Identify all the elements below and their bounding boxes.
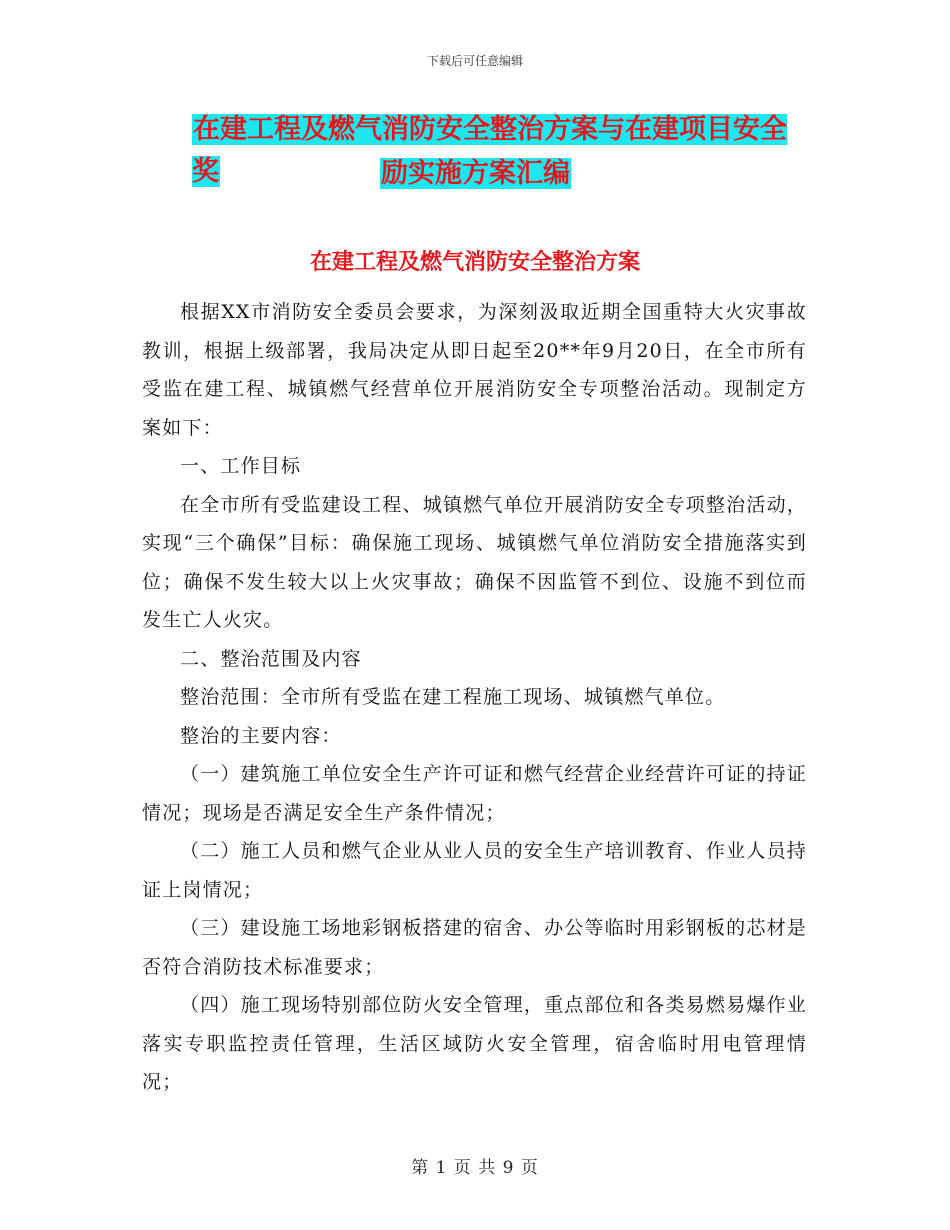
paragraph: 整治的主要内容：: [180, 724, 342, 747]
list-item: （一）建筑施工单位安全生产许可证和燃气经营企业经营许可证的持证情况；现场是否满足安全生产条件情况；: [142, 763, 807, 824]
paragraph: 整治范围：全市所有受监在建工程施工现场、城镇燃气单位。: [180, 686, 726, 708]
header-note: 下载后可任意编辑: [426, 54, 523, 68]
list-item: （四）施工现场特别部位防火安全管理，重点部位和各类易燃易爆作业落实专职监控责任管理，生活区域防火安全管理，宿舍临时用电管理情况；: [142, 994, 807, 1093]
heading-scope: 二、整治范围及内容: [180, 647, 362, 670]
page-footer: 第 1 页 共 9 页: [411, 1158, 539, 1178]
paragraph: 在全市所有受监建设工程、城镇燃气单位开展消防安全专项整治活动，实现“三个确保”目标：确保施工现场、城镇燃气单位消防安全措施落实到位；确保不发生较大以上火灾事故；确保不因监管不到位、设施不到位而发生亡人火灾。: [142, 493, 807, 631]
list-item: （三）建设施工场地彩钢板搭建的宿舍、办公等临时用彩钢板的芯材是否符合消防技术标准要求；: [142, 917, 807, 978]
section-title: 在建工程及燃气消防安全整治方案: [309, 249, 640, 275]
paragraph: 根据XX市消防安全委员会要求，为深刻汲取近期全国重特大火灾事故教训，根据上级部署，我局决定从即日起至20**年9月20日，在全市所有受监在建工程、城镇燃气经营单位开展消防安全专项整治活动。现制定方案如下：: [142, 301, 807, 439]
document-title-line-2: 励实施方案汇编: [381, 158, 570, 189]
heading-work-goal: 一、工作目标: [180, 455, 302, 477]
document-body: [142, 293, 807, 1102]
list-item: （二）施工人员和燃气企业从业人员的安全生产培训教育、作业人员持证上岗情况；: [142, 840, 807, 901]
document-title-line-1: 在建工程及燃气消防安全整治方案与在建项目安全奖: [192, 114, 787, 187]
